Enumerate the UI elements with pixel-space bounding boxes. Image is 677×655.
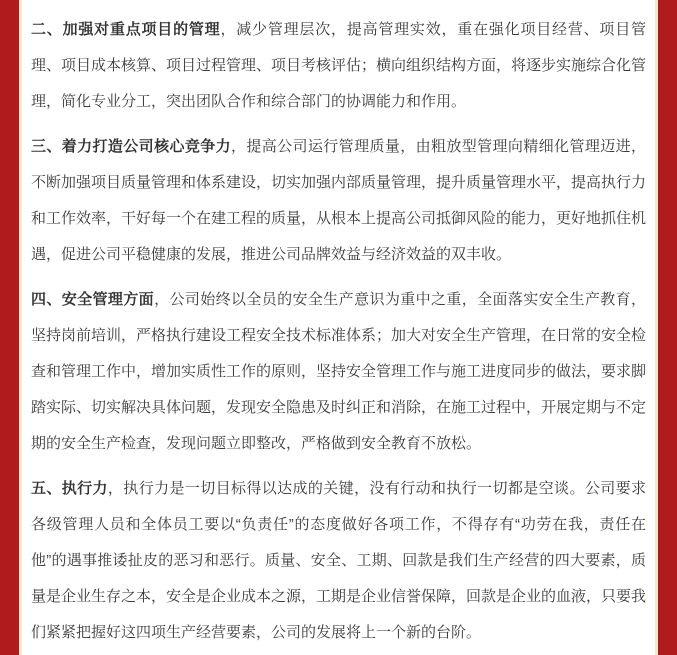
section-5-body: ，执行力是一切目标得以达成的关键，没有行动和执行一切都是空谈。公司要求各级管理人员和全体员工要以“负责任”的态度做好各项工作，不得存有“功劳在我，责任在他”的遇事推诿扯皮的恶习和恶行。质量、安全、工期、回款是我们生产经营的四大要素，质量是企业生存之本，安全是企业成本之源，工期是企业信誉保障，回款是企业的血液，只要我们紧紧把握好这四项生产经营要素，公司的发展将上一个新的台阶。 xyxy=(31,480,647,641)
content-area xyxy=(22,0,655,655)
right-edge-strip xyxy=(655,0,658,655)
paragraph-section-3 xyxy=(31,129,646,273)
section-5-heading: 五、执行力 xyxy=(31,480,108,497)
section-2-body: ，减少管理层次，提高管理实效，重在强化项目经营、项目管理、项目成本核算、项目过程管理、项目考核评估；横向组织结构方面，将逐步实施综合化管理，简化专业分工，突出团队合作和综合部门的协调能力和作用。 xyxy=(31,21,647,110)
section-2-heading: 二、加强对重点项目的管理 xyxy=(31,21,221,38)
left-border-bar xyxy=(0,0,19,655)
section-3-body: ，提高公司运行管理质量，由粗放型管理向精细化管理迈进，不断加强项目质量管理和体系建设，切实加强内部质量管理，提升质量管理水平，提高执行力和工作效率，干好每一个在建工程的质量，从根本上提高公司抵御风险的能力，更好地抓住机遇，促进公司平稳健康的发展，推进公司品牌效益与经济效益的双丰收。 xyxy=(31,138,647,263)
section-3-heading: 三、着力打造公司核心竞争力 xyxy=(31,138,231,155)
right-border-bar xyxy=(658,0,677,655)
paragraph-section-2 xyxy=(31,12,646,120)
paragraph-section-5 xyxy=(31,471,646,651)
section-4-body: ，公司始终以全员的安全生产意识为重中之重，全面落实安全生产教育，坚持岗前培训，严格执行建设工程安全技术标准体系；加大对安全生产管理，在日常的安全检查和管理工作中，增加实质性工作的原则，坚持安全管理工作与施工进度同步的做法，要求脚踏实际、切实解决具体问题，发现安全隐患及时纠正和消除，在施工过程中，开展定期与不定期的安全生产检查，发现问题立即整改，严格做到安全教育不放松。 xyxy=(31,291,647,452)
section-4-heading: 四、安全管理方面 xyxy=(31,291,155,308)
paragraph-section-4 xyxy=(31,282,646,462)
